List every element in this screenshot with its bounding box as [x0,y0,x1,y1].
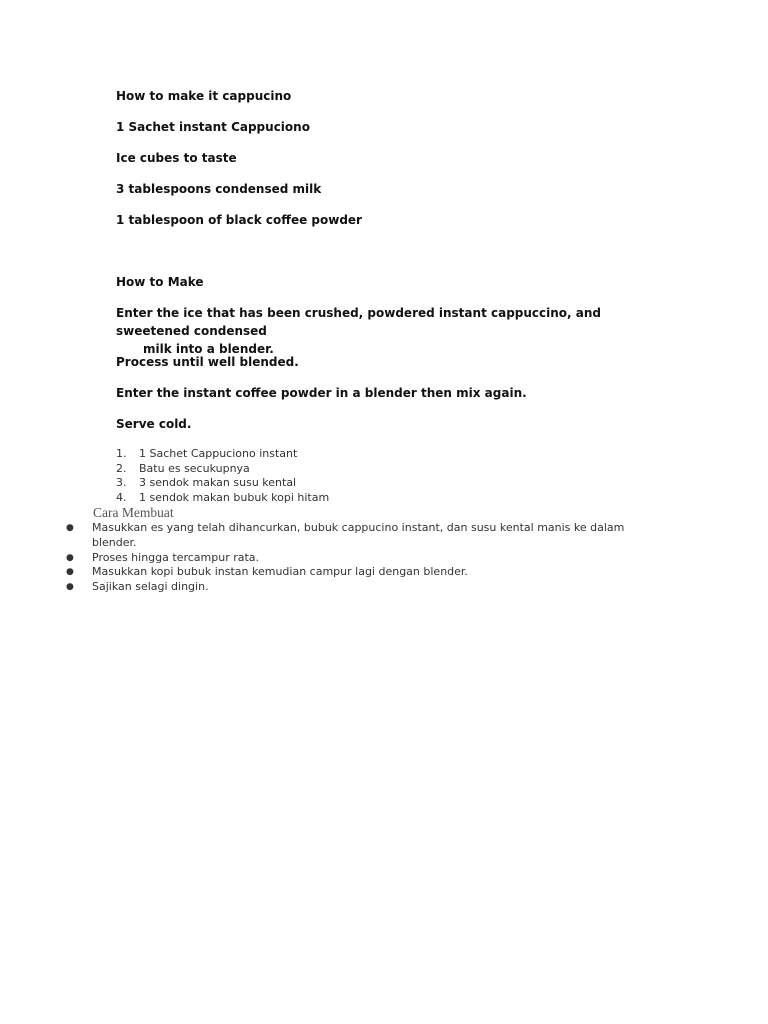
list-number: 2. [116,461,127,475]
method-heading: How to Make [116,275,204,289]
method-step-1-line2: milk into a blender. [143,342,274,356]
list-item [66,580,666,595]
indonesian-method-heading: Cara Membuat [93,505,174,520]
ingredient-line: Ice cubes to taste [116,151,237,165]
method-step-1 [116,304,676,358]
list-text: Masukkan es yang telah dihancurkan, bubuk cappucino instant, dan susu kental manis ke dalam blender. [92,521,625,549]
list-text: 1 Sachet Cappuciono instant [139,447,298,460]
list-number: 4. [116,490,127,504]
list-item [116,491,329,506]
bullet-icon: ● [66,567,74,578]
list-text: Masukkan kopi bubuk instan kemudian campur lagi dengan blender. [92,565,468,579]
bullet-icon: ● [66,523,74,533]
list-item [116,447,329,462]
method-step-2: Process until well blended. [116,355,299,369]
list-item [66,565,666,580]
method-step-3: Enter the instant coffee powder in a blender then mix again. [116,386,527,400]
ingredient-line: 1 tablespoon of black coffee powder [116,213,362,227]
list-number: 3. [116,476,127,490]
bullet-icon: ● [66,582,74,593]
list-text: 3 sendok makan susu kental [139,476,297,490]
indonesian-step-list [66,521,666,595]
indonesian-ingredient-list [116,447,329,505]
method-step-4: Serve cold. [116,417,192,431]
ingredient-line: 1 Sachet instant Cappuciono [116,120,310,134]
list-text: Proses hingga tercampur rata. [92,550,260,564]
list-text: 1 sendok makan bubuk kopi hitam [139,490,330,504]
ingredient-line: 3 tablespoons condensed milk [116,182,322,196]
list-number: 1. [116,447,127,460]
list-text: Batu es secukupnya [139,461,250,475]
list-item [66,551,666,566]
recipe-title: How to make it cappucino [116,89,292,103]
list-item [116,462,329,477]
bullet-icon: ● [66,552,74,563]
list-item [66,521,666,551]
method-step-1-line1: Enter the ice that has been crushed, powdered instant cappuccino, and sweetened condensed [116,306,602,338]
list-item [116,476,329,491]
list-text: Sajikan selagi dingin. [92,580,209,594]
